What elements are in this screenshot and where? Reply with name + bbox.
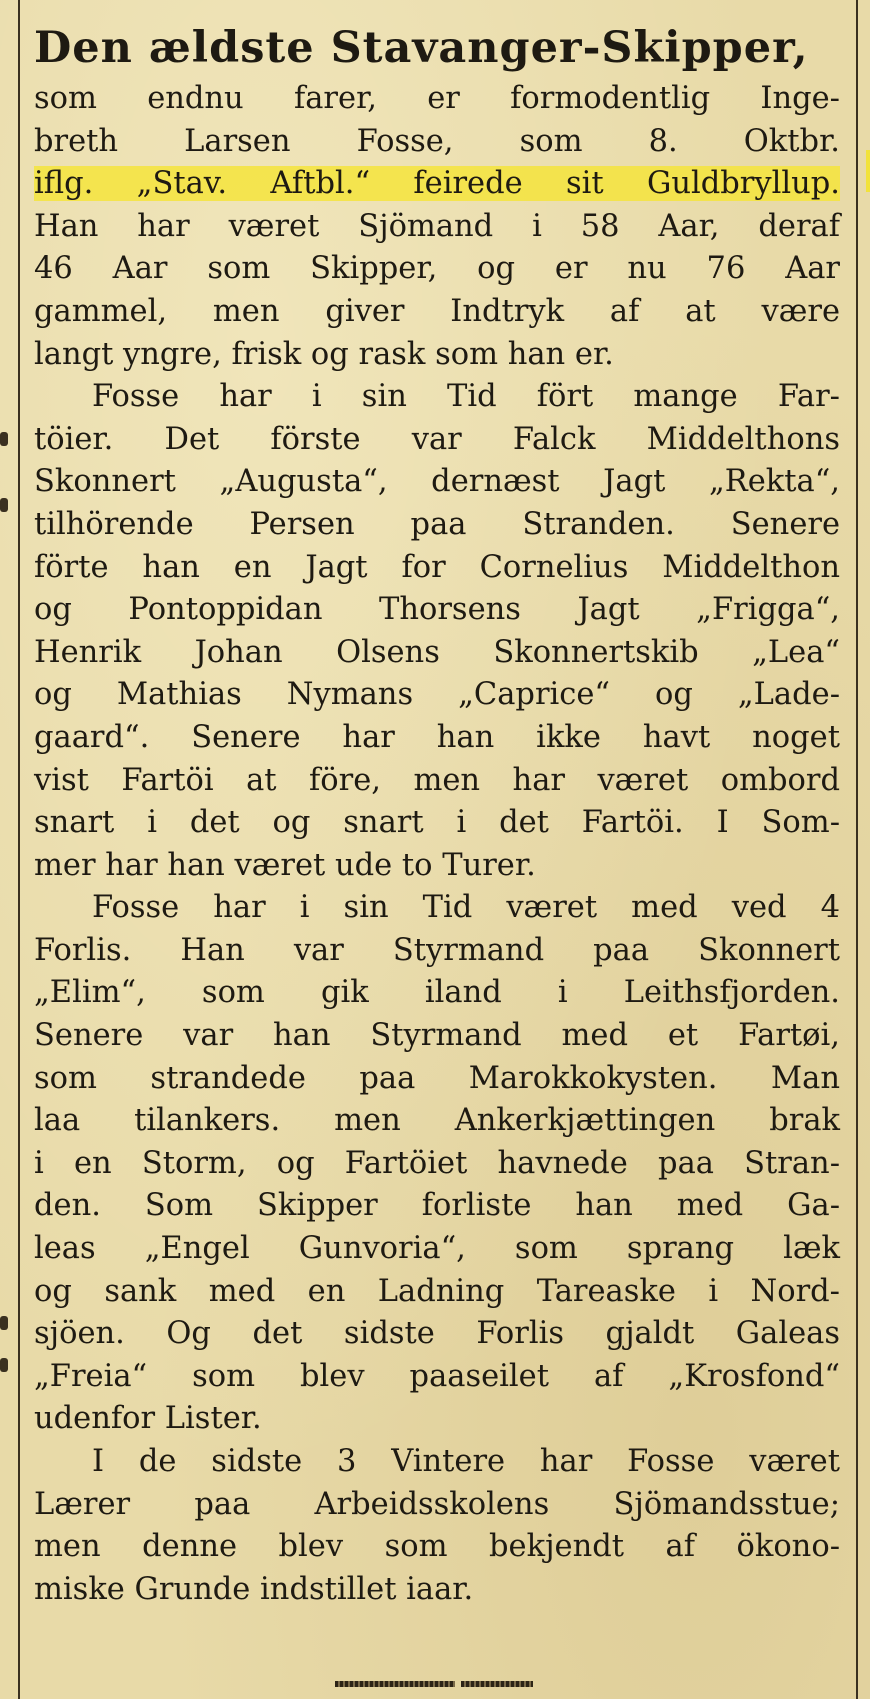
text-line: förte han en Jagt for Cornelius Middelthon [34, 549, 840, 585]
text-line: breth Larsen Fosse, som 8. Oktbr. [34, 123, 840, 159]
text-line-highlighted [34, 163, 840, 206]
text-line: i en Storm, og Fartöiet havnede paa Stran- [34, 1145, 840, 1181]
paragraph-2 [34, 376, 840, 887]
text-line: udenfor Lister. [34, 1401, 262, 1437]
paragraph-4 [34, 1441, 840, 1611]
ornament-segment [461, 1681, 533, 1687]
text-line: I de sidste 3 Vintere har Fosse været [92, 1444, 840, 1479]
text-line: langt yngre, frisk og rask som han er. [34, 336, 614, 372]
left-column-rule [18, 0, 20, 1699]
text-line: tilhörende Persen paa Stranden. Senere [34, 506, 840, 542]
text-line: „Freia“ som blev paaseilet af „Krosfond“ [34, 1358, 840, 1394]
article-headline: Den ældste Stavanger-Skipper, [34, 23, 809, 73]
text-line: men denne blev som bekjendt af ökono- [34, 1529, 840, 1565]
text-line: 46 Aar som Skipper, og er nu 76 Aar [34, 251, 840, 287]
text-line: gaard“. Senere har han ikke havt noget [34, 719, 840, 755]
text-line: mer har han været ude to Turer. [34, 847, 536, 883]
ornament-segment [335, 1681, 455, 1687]
text-line: vist Fartöi at före, men har været ombord [34, 762, 840, 798]
text-line: Fosse har i sin Tid fört mange Far- [92, 379, 840, 415]
text-line: Fosse har i sin Tid været med ved 4 [92, 890, 840, 926]
text-line: og sank med en Ladning Tareaske i Nord- [34, 1273, 840, 1309]
margin-mark [0, 1316, 8, 1330]
text-line: Han har været Sjömand i 58 Aar, deraf [34, 208, 840, 244]
margin-highlight-mark [866, 150, 870, 192]
text-line: Senere var han Styrmand med et Fartøi, [34, 1018, 840, 1054]
text-line: og Mathias Nymans „Caprice“ og „Lade- [34, 677, 840, 713]
margin-mark [0, 1358, 8, 1372]
text-line: Lærer paa Arbeidsskolens Sjömandsstue; [34, 1486, 840, 1522]
margin-mark [0, 432, 8, 446]
text-line: töier. Det förste var Falck Middelthons [34, 421, 840, 457]
margin-mark [0, 498, 8, 512]
text-line: som strandede paa Marokkokysten. Man [34, 1060, 840, 1096]
text-line: „Elim“, som gik iland i Leithsfjorden. [34, 975, 840, 1011]
end-ornament-rule [335, 1681, 533, 1687]
article-column [34, 18, 840, 1611]
text-line: den. Som Skipper forliste han med Ga- [34, 1188, 840, 1224]
text-line: miske Grunde indstillet iaar. [34, 1571, 474, 1607]
highlighted-text: iflg. „Stav. Aftbl.“ feirede sit Guldbryllup. [34, 166, 840, 202]
right-column-rule [856, 0, 858, 1699]
text-line: gammel, men giver Indtryk af at være [34, 293, 840, 329]
text-line: Henrik Johan Olsens Skonnertskib „Lea“ [34, 634, 840, 670]
text-line: sjöen. Og det sidste Forlis gjaldt Galeas [34, 1316, 840, 1352]
text-line: som endnu farer, er formodentlig Inge- [34, 81, 840, 116]
text-line: leas „Engel Gunvoria“, som sprang læk [34, 1231, 840, 1267]
paragraph-1 [34, 78, 840, 376]
text-line: Skonnert „Augusta“, dernæst Jagt „Rekta“, [34, 464, 840, 500]
text-line: Forlis. Han var Styrmand paa Skonnert [34, 932, 840, 968]
text-line: snart i det og snart i det Fartöi. I Som- [34, 805, 840, 841]
text-line: laa tilankers. men Ankerkjættingen brak [34, 1103, 840, 1139]
paragraph-3 [34, 887, 840, 1441]
text-line: og Pontoppidan Thorsens Jagt „Frigga“, [34, 592, 840, 628]
